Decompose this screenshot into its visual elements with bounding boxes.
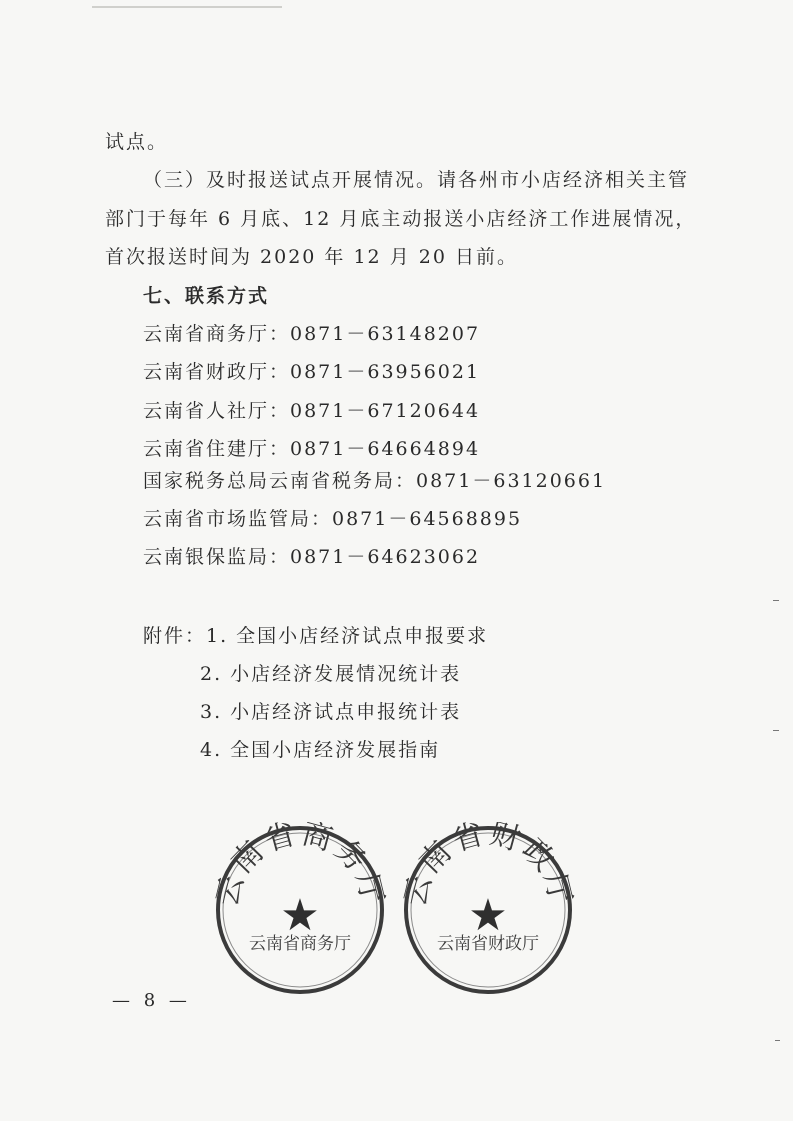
body-line: 首次报送时间为 2020 年 12 月 20 日前。 bbox=[105, 246, 518, 268]
contact-line: 云南银保监局：0871－64623062 bbox=[143, 546, 481, 568]
body-line: 试点。 bbox=[105, 131, 169, 153]
contact-line: 云南省人社厅：0871－67120644 bbox=[143, 400, 481, 422]
official-seal-finance bbox=[400, 822, 576, 1002]
scan-edge-mark bbox=[773, 730, 779, 731]
page-number: — 8 — bbox=[112, 990, 191, 1011]
section-heading: 七、联系方式 bbox=[143, 285, 270, 307]
contact-line: 云南省商务厅：0871－63148207 bbox=[143, 323, 481, 345]
body-line: 部门于每年 6 月底、12 月底主动报送小店经济工作进展情况， bbox=[105, 208, 697, 230]
attachment-line: 附件：1. 全国小店经济试点申报要求 bbox=[143, 625, 489, 647]
contact-line: 国家税务总局云南省税务局：0871－63120661 bbox=[143, 470, 607, 492]
scan-edge-mark bbox=[775, 1040, 780, 1041]
contact-line: 云南省财政厅：0871－63956021 bbox=[143, 361, 481, 383]
seal-bottom-text: 云南省财政厅 bbox=[437, 934, 539, 954]
scan-edge-mark bbox=[773, 600, 779, 601]
contact-line: 云南省市场监管局：0871－64568895 bbox=[143, 508, 523, 530]
attachment-line: 3. 小店经济试点申报统计表 bbox=[200, 701, 462, 723]
star-icon: ★ bbox=[280, 890, 320, 941]
top-rule bbox=[92, 6, 282, 8]
star-icon: ★ bbox=[468, 890, 508, 941]
contact-line: 云南省住建厅：0871－64664894 bbox=[143, 438, 481, 460]
attachment-line: 2. 小店经济发展情况统计表 bbox=[200, 663, 462, 685]
official-seal-commerce bbox=[212, 822, 388, 1002]
body-line: （三）及时报送试点开展情况。请各州市小店经济相关主管 bbox=[143, 169, 690, 191]
attachment-line: 4. 全国小店经济发展指南 bbox=[200, 739, 441, 761]
seal-bottom-text: 云南省商务厅 bbox=[249, 934, 351, 954]
seal-arc-text: 云南省商务厅 bbox=[212, 822, 388, 910]
seal-arc-text: 云南省财政厅 bbox=[400, 822, 576, 910]
